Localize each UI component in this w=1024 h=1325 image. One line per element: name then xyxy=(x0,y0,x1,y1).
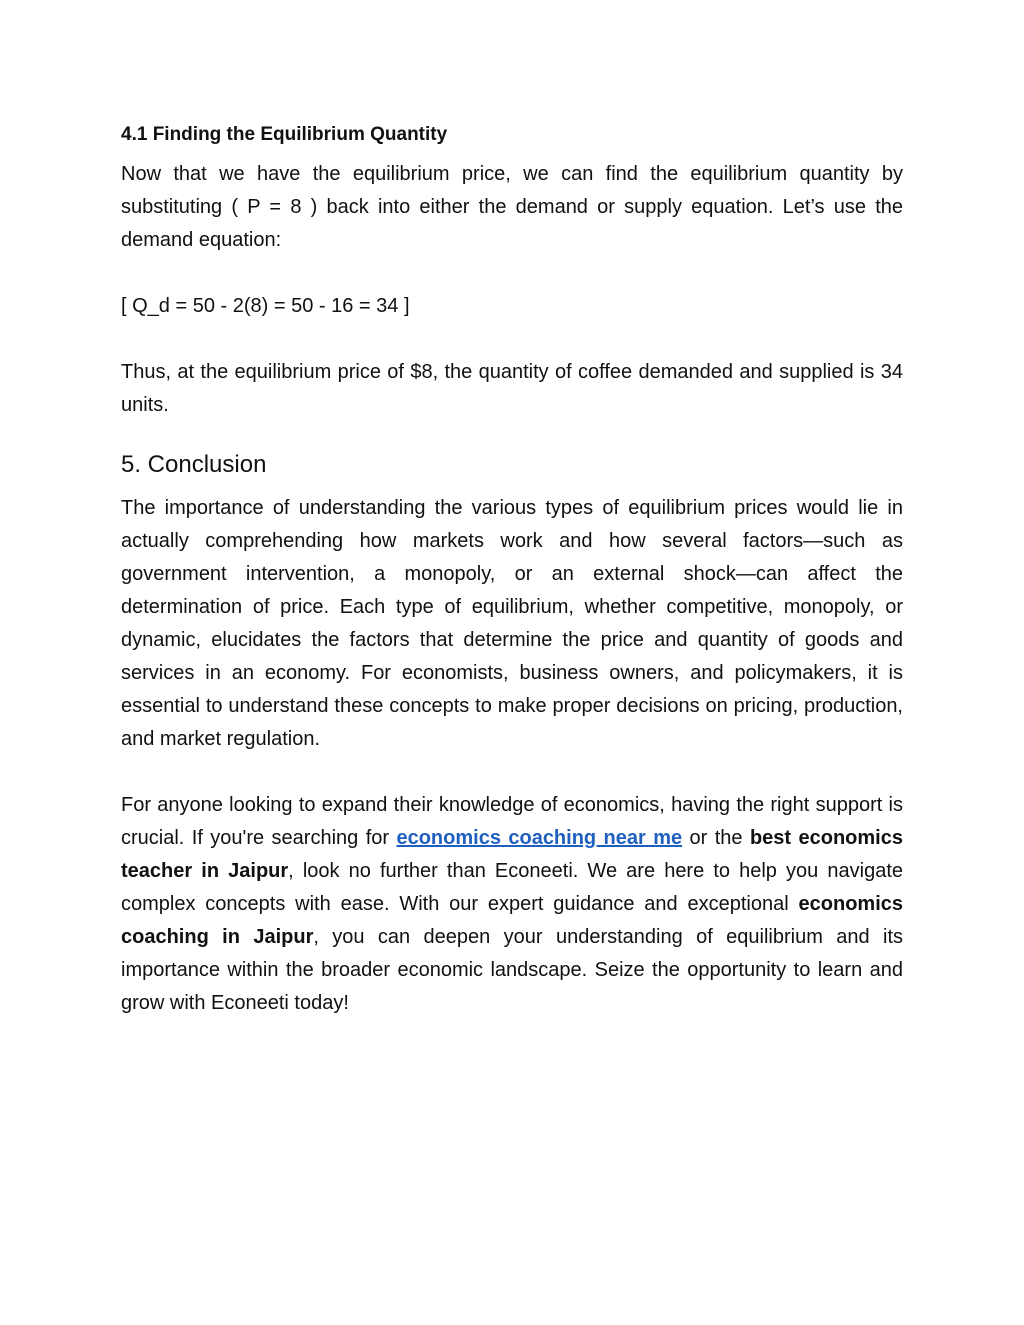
conclusion-paragraph-2 xyxy=(121,789,903,1020)
paragraph-text: or the xyxy=(682,827,750,849)
equilibrium-quantity-intro: Now that we have the equilibrium price, we can find the equilibrium quantity by substituting ( P = 8 ) back into either the demand or supply equation. Let’s use the demand equation: xyxy=(121,163,903,251)
conclusion-paragraph-1: The importance of understanding the various types of equilibrium prices would lie in actually comprehending how markets work and how several factors—such as government intervention, a monopoly, or an external shock—can affect the determination of price. Each type of equilibrium, whether competitive, monopoly, or dynamic, elucidates the factors that determine the price and quantity of goods and services in an economy. For economists, business owners, and policymakers, it is essential to understand these concepts to make proper decisions on pricing, production, and market regulation. xyxy=(121,497,903,750)
paragraph-text: For anyone looking to expand their knowledge of economics, having the right support is crucial. If you're searching for xyxy=(121,794,903,849)
bold-phrase-coaching-jaipur: economics coaching in Jaipur xyxy=(121,893,903,948)
bold-phrase-best-teacher: best economics teacher in Jaipur xyxy=(121,827,903,882)
economics-coaching-link[interactable]: economics coaching near me xyxy=(396,827,683,849)
document-page xyxy=(121,120,903,1020)
equilibrium-result: Thus, at the equilibrium price of $8, the quantity of coffee demanded and supplied is 34 units. xyxy=(121,361,903,416)
section-heading-4-1: 4.1 Finding the Equilibrium Quantity xyxy=(121,124,448,145)
paragraph-text: , you can deepen your understanding of equilibrium and its importance within the broader economic landscape. Seize the opportunity to learn and grow with Econeeti today! xyxy=(121,926,904,1014)
paragraph-text: , look no further than Econeeti. We are here to help you navigate complex concepts with ease. With our expert guidance and exceptional xyxy=(121,860,904,915)
section-heading-conclusion: 5. Conclusion xyxy=(121,451,267,478)
spacer xyxy=(121,323,903,356)
spacer xyxy=(121,756,903,789)
demand-equation: [ Q_d = 50 - 2(8) = 50 - 16 = 34 ] xyxy=(121,295,410,317)
spacer xyxy=(121,257,903,290)
